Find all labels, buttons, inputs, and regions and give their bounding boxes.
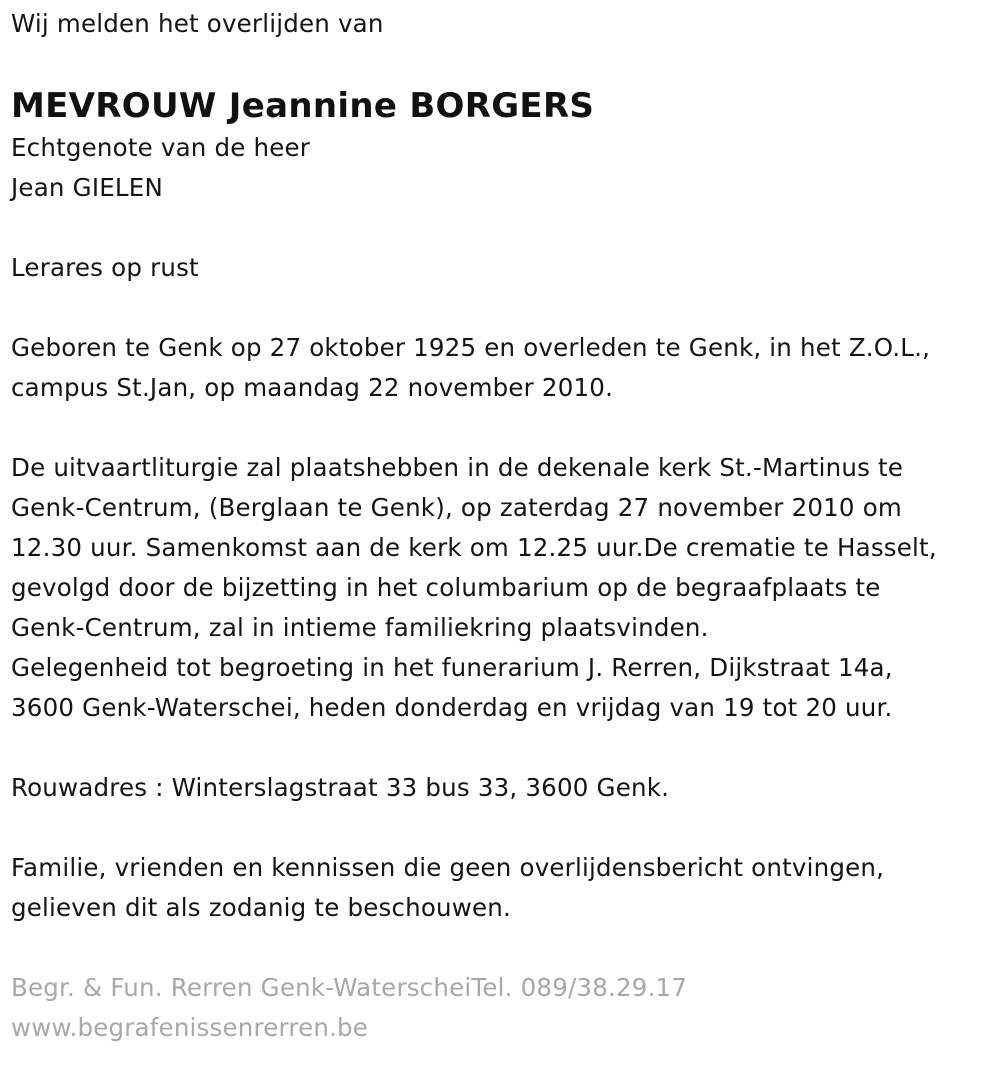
mourning-address: Rouwadres : Winterslagstraat 33 bus 33, 3600 Genk. <box>11 773 670 802</box>
spacer <box>11 208 996 248</box>
spacer <box>11 728 996 768</box>
footer <box>11 968 996 1048</box>
occupation: Lerares op rust <box>11 253 199 282</box>
spouse-line-2: Jean GIELEN <box>11 173 163 202</box>
deceased-name: MEVROUW Jeannine BORGERS <box>11 86 595 126</box>
paragraph-line: campus St.Jan, op maandag 22 november 2010. <box>11 373 614 402</box>
spacer <box>11 928 996 968</box>
death-notice <box>11 0 996 1048</box>
paragraph-line: 12.30 uur. Samenkomst aan de kerk om 12.25 uur.De crematie te Hasselt, <box>11 533 937 562</box>
spacer <box>11 408 996 448</box>
paragraph-line: Geboren te Genk op 27 oktober 1925 en overleden te Genk, in het Z.O.L., <box>11 333 931 362</box>
paragraph-line: 3600 Genk-Waterschei, heden donderdag en vrijdag van 19 tot 20 uur. <box>11 693 893 722</box>
paragraph-line: Gelegenheid tot begroeting in het funerarium J. Rerren, Dijkstraat 14a, <box>11 653 893 682</box>
paragraph-line: Genk-Centrum, (Berglaan te Genk), op zaterdag 27 november 2010 om <box>11 493 902 522</box>
birth-death-paragraph <box>11 328 996 408</box>
intro-text: Wij melden het overlijden van <box>11 9 384 38</box>
paragraph-line: De uitvaartliturgie zal plaatshebben in de dekenale kerk St.-Martinus te <box>11 453 904 482</box>
paragraph-line: gelieven dit als zodanig te beschouwen. <box>11 893 512 922</box>
funeral-home-info: Begr. & Fun. Rerren Genk-WaterscheiTel. 089/38.29.17 <box>11 973 688 1002</box>
paragraph-line: Genk-Centrum, zal in intieme familiekring plaatsvinden. <box>11 613 709 642</box>
paragraph-line: gevolgd door de bijzetting in het columbarium op de begraafplaats te <box>11 573 881 602</box>
website-link[interactable]: www.begrafenissenrerren.be <box>11 1013 369 1042</box>
closing-paragraph <box>11 848 996 928</box>
spouse-line-1: Echtgenote van de heer <box>11 133 311 162</box>
spacer <box>11 288 996 328</box>
paragraph-line: Familie, vrienden en kennissen die geen overlijdensbericht ontvingen, <box>11 853 885 882</box>
spacer <box>11 808 996 848</box>
ceremony-paragraph <box>11 448 996 728</box>
